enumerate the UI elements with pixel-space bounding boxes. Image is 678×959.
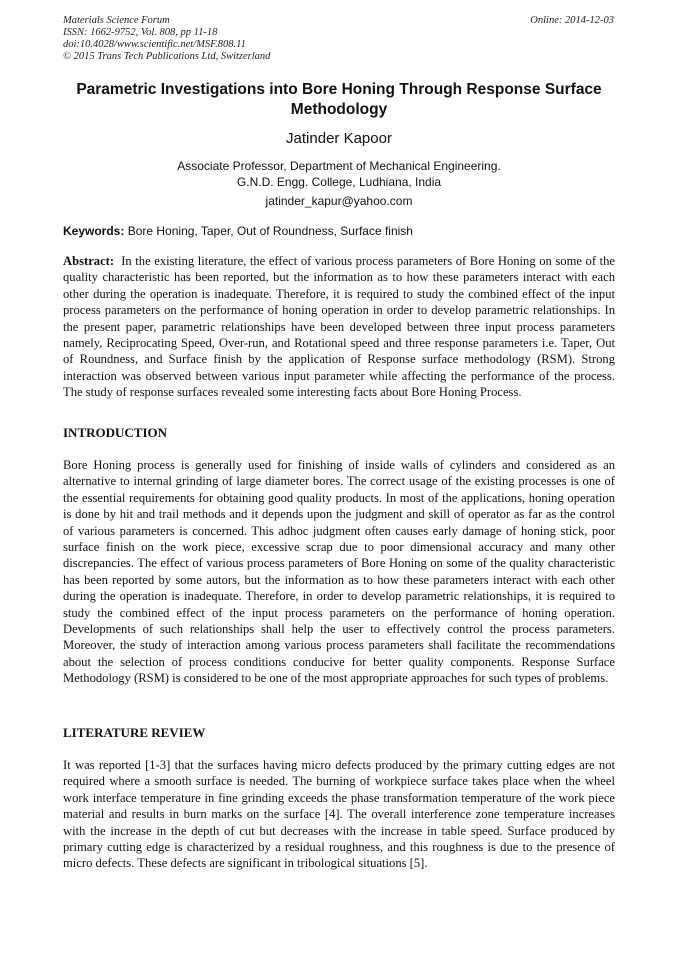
journal-issn: ISSN: 1662-9752, Vol. 808, pp 11-18 xyxy=(63,27,218,38)
introduction-heading: INTRODUCTION xyxy=(63,425,168,440)
journal-copyright: © 2015 Trans Tech Publications Ltd, Switzerland xyxy=(63,51,271,62)
journal-header xyxy=(63,15,270,63)
keywords xyxy=(63,223,615,239)
literature-review-text: It was reported [1-3] that the surfaces having micro defects produced by the primary cutting edges are not required where a smooth surface is needed. The burning of workpiece surface takes place when the wheel work interface temperature in fine grinding exceeds the phase transformation temperature of the work piece material and results in burn marks on the surface [4]. The overall interference zone temperature increases with the increase in the depth of cut but decreases with the increase in table speed. Surface produced by primary cutting edge is characterized by a residual roughness, and this roughness is due to the presence of micro defects. These defects are significant in tribological situations [5]. xyxy=(63,758,615,871)
author-affiliation xyxy=(0,158,678,190)
introduction-text: Bore Honing process is generally used for finishing of inside walls of cylinders and considered as an alternative to internal grinding of large diameter bores. The correct usage of the existing processes is one of the essential requirements for obtaining good quality products. In most of the applications, honing operation is done by hit and trail methods and it depends upon the judgment and skill of operator as far as the control of various parameters is concerned. This adhoc judgment often causes early damage of honing stick, poor surface finish on the work piece, excessive scrap due to poor dimensional accuracy and many other discrepancies. The effect of various process parameters of Bore Honing on some of the quality characteristic has been reported by some autors, but the information as to how these parameters interact with each other during the operation is inadequate. Therefore, in order to develop parametric relationships, it is required to study the combined effect of the input process parameters on the performance of honing operation. Developments of such relationships shall help the user to effectively control the process parameters. Moreover, the study of interaction among various process parameters shall facilitate the recommendations about the selection of process conditions conducive for better quality components. Response Surface Methodology (RSM) is considered to be one of the most appropriate approaches for such types of problems. xyxy=(63,458,615,686)
keywords-text: Bore Honing, Taper, Out of Roundness, Surface finish xyxy=(127,224,413,238)
abstract xyxy=(63,253,615,401)
paper-title: Parametric Investigations into Bore Honing Through Response Surface Methodology xyxy=(76,81,602,118)
affiliation-line-1: Associate Professor, Department of Mechanical Engineering. xyxy=(177,159,501,173)
author-email: jatinder_kapur@yahoo.com xyxy=(265,194,413,208)
keywords-label: Keywords: xyxy=(63,224,125,238)
abstract-text: In the existing literature, the effect of various process parameters of Bore Honing on some of the quality characteristic has been reported, but the information as to how these parameters interact with each other during the operation is inadequate. Therefore, it is required to study the combined effect of the input process parameters on the performance of honing operation in order to develop parametric relationships. In the present paper, parametric relationships have been developed between three input process parameters namely, Reciprocating Speed, Over-run, and Rotational speed and three response parameters i.e. Taper, Out of Roundness, and Surface finish by the application of Response surface methodology (RSM). Strong interaction was observed between various input parameter while affecting the performance of the process. The study of response surfaces revealed some interesting facts about Bore Honing Process. xyxy=(63,254,615,400)
journal-doi: doi:10.4028/www.scientific.net/MSF.808.11 xyxy=(63,39,246,50)
journal-name: Materials Science Forum xyxy=(63,15,170,26)
abstract-label: Abstract: xyxy=(63,254,115,268)
affiliation-line-2: G.N.D. Engg. College, Ludhiana, India xyxy=(236,175,442,189)
author-name: Jatinder Kapoor xyxy=(286,130,392,147)
literature-review-heading: LITERATURE REVIEW xyxy=(63,725,206,740)
online-date: Online: 2014-12-03 xyxy=(530,15,614,26)
